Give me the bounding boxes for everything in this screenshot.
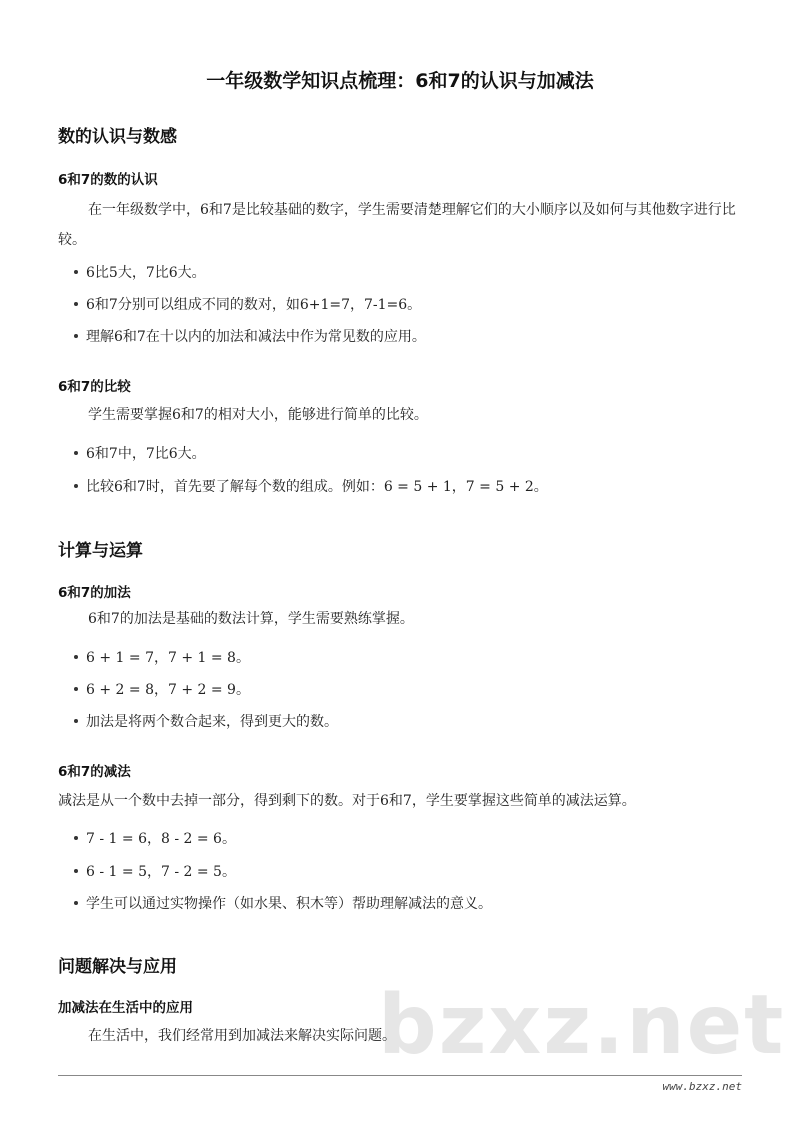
list-item bbox=[74, 861, 236, 881]
list-item-text: 6比5大，7比6大。 bbox=[86, 265, 206, 281]
paragraph: 6和7的加法是基础的数法计算，学生需要熟练掌握。 bbox=[88, 611, 414, 627]
list-item-text: 7 - 1 = 6，8 - 2 = 6。 bbox=[86, 831, 236, 847]
list-item bbox=[74, 828, 236, 848]
subsection-heading: 6和7的减法 bbox=[58, 764, 131, 780]
list-item-text: 6 + 1 = 7，7 + 1 = 8。 bbox=[86, 650, 250, 666]
paragraph: 在生活中，我们经常用到加减法来解决实际问题。 bbox=[88, 1028, 396, 1044]
list-item bbox=[74, 443, 206, 463]
bullet-dot-icon bbox=[74, 901, 78, 905]
footer-url: www.bzxz.net bbox=[662, 1080, 742, 1093]
list-item bbox=[74, 262, 206, 282]
list-item bbox=[74, 679, 250, 699]
page-title: 一年级数学知识点梳理：6和7的认识与加减法 bbox=[206, 70, 594, 92]
list-item-text: 理解6和7在十以内的加法和减法中作为常见数的应用。 bbox=[86, 329, 426, 345]
list-item-text: 比较6和7时，首先要了解每个数的组成。例如：6 = 5 + 1，7 = 5 + 2。 bbox=[86, 479, 548, 495]
bullet-dot-icon bbox=[74, 719, 78, 723]
list-item-text: 6和7中，7比6大。 bbox=[86, 446, 206, 462]
subsection-heading: 6和7的加法 bbox=[58, 585, 131, 601]
paragraph: 减法是从一个数中去掉一部分，得到剩下的数。对于6和7，学生要掌握这些简单的减法运算。 bbox=[58, 793, 636, 809]
list-item bbox=[74, 476, 548, 496]
list-item-text: 6 - 1 = 5，7 - 2 = 5。 bbox=[86, 864, 236, 880]
footer-divider bbox=[58, 1075, 742, 1076]
list-item-text: 学生可以通过实物操作（如水果、积木等）帮助理解减法的意义。 bbox=[86, 896, 492, 912]
list-item bbox=[74, 326, 426, 346]
list-item-text: 加法是将两个数合起来，得到更大的数。 bbox=[86, 714, 338, 730]
paragraph: 学生需要掌握6和7的相对大小，能够进行简单的比较。 bbox=[88, 407, 428, 423]
subsection-heading: 6和7的比较 bbox=[58, 379, 131, 395]
subsection-heading: 加减法在生活中的应用 bbox=[58, 1000, 193, 1016]
bullet-dot-icon bbox=[74, 655, 78, 659]
bullet-dot-icon bbox=[74, 869, 78, 873]
list-item bbox=[74, 294, 421, 314]
bullet-dot-icon bbox=[74, 302, 78, 306]
section-heading: 计算与运算 bbox=[58, 541, 143, 561]
list-item bbox=[74, 647, 250, 667]
bullet-dot-icon bbox=[74, 334, 78, 338]
section-heading: 问题解决与应用 bbox=[58, 957, 177, 977]
list-item-text: 6和7分别可以组成不同的数对，如6+1=7，7-1=6。 bbox=[86, 297, 422, 313]
watermark-logo: bzxz.net bbox=[378, 978, 786, 1073]
subsection-heading: 6和7的数的认识 bbox=[58, 172, 158, 188]
bullet-dot-icon bbox=[74, 687, 78, 691]
paragraph: 在一年级数学中，6和7是比较基础的数字，学生需要清楚理解它们的大小顺序以及如何与其他数字进行比较。 bbox=[58, 202, 736, 248]
list-item-text: 6 + 2 = 8，7 + 2 = 9。 bbox=[86, 682, 250, 698]
bullet-dot-icon bbox=[74, 451, 78, 455]
list-item bbox=[74, 893, 492, 913]
list-item bbox=[74, 711, 338, 731]
bullet-dot-icon bbox=[74, 484, 78, 488]
bullet-dot-icon bbox=[74, 836, 78, 840]
bullet-dot-icon bbox=[74, 270, 78, 274]
section-heading: 数的认识与数感 bbox=[58, 127, 177, 147]
